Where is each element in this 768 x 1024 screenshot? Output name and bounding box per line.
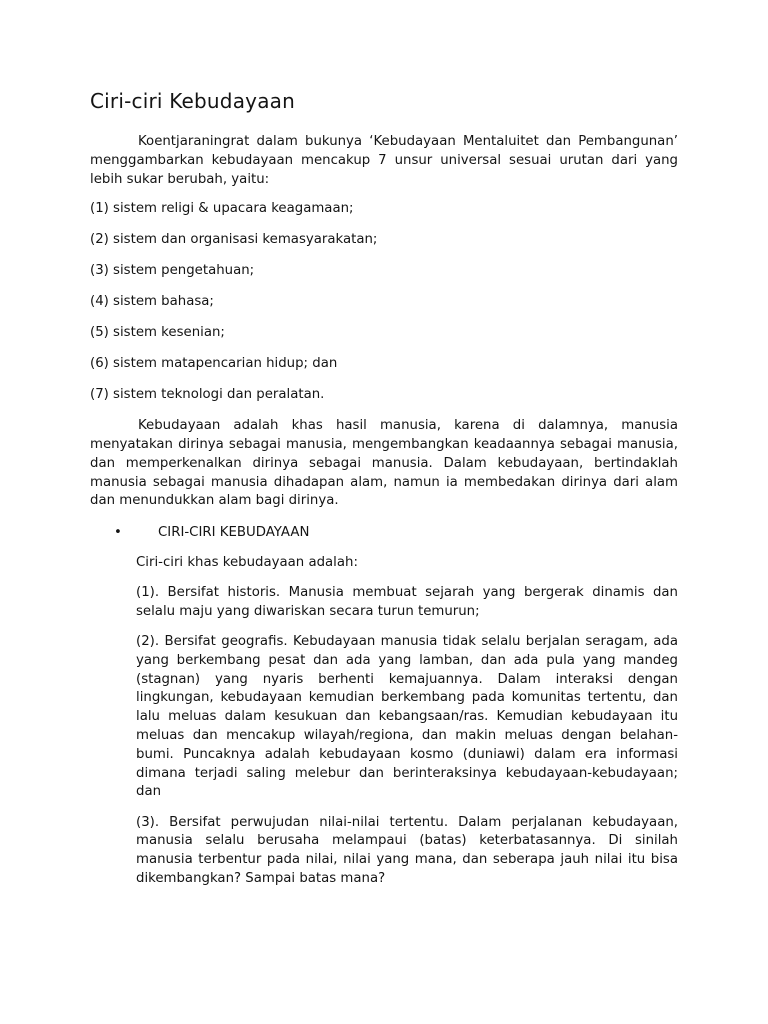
- unsur-list: [90, 200, 678, 405]
- section-intro: Ciri-ciri khas kebudayaan adalah:: [136, 554, 358, 570]
- body-paragraph: Kebudayaan adalah khas hasil manusia, karena di dalamnya, manusia menyatakan dirinya sebagai manusia, mengembangkan keadaannya sebagai manusia, dan memperkenalkan dirinya sebagai manusia. Dalam kebudayaan, bertindaklah manusia sebagai manusia dihadapan alam, namun ia membedakan dirinya dari alam dan menundukkan alam bagi dirinya.: [90, 418, 678, 509]
- list-item: (6) sistem matapencarian hidup; dan: [90, 356, 338, 372]
- ciri-point: (2). Bersifat geografis. Kebudayaan manusia tidak selalu berjalan seragam, ada yang berkembang pesat dan ada yang lamban, dan ada pula yang mandeg (stagnan) yang nyaris berhenti kemajuannya. Dalam interaksi dengan lingkungan, kebudayaan kemudian berkembang pada komunitas tertentu, dan lalu meluas dalam kesukuan dan kebangsaan/ras. Kemudian kebudayaan itu meluas dan mencakup wilayah/regiona, dan makin meluas dengan belahan-bumi. Puncaknya adalah kebudayaan kosmo (duniawi) dalam era informasi dimana terjadi saling melebur dan berinteraksinya kebudayaan-kebudayaan; dan: [136, 633, 678, 800]
- list-item: (7) sistem teknologi dan peralatan.: [90, 387, 325, 403]
- intro-paragraph: Koentjaraningrat dalam bukunya ‘Kebudayaan Mentaluitet dan Pembangunan’ menggambarkan kebudayaan mencakup 7 unsur universal sesuai urutan dari yang lebih sukar berubah, yaitu:: [90, 134, 678, 187]
- ciri-point: (3). Bersifat perwujudan nilai-nilai tertentu. Dalam perjalanan kebudayaan, manusia selalu berusaha melampaui (batas) keterbatasannya. Di sinilah manusia terbentur pada nilai, nilai yang mana, dan seberapa jauh nilai itu bisa dikembangkan? Sampai batas mana?: [136, 814, 678, 887]
- list-item: (1) sistem religi & upacara keagamaan;: [90, 201, 354, 217]
- list-item: (5) sistem kesenian;: [90, 325, 225, 341]
- document-title: Ciri-ciri Kebudayaan: [90, 89, 295, 113]
- list-item: (2) sistem dan organisasi kemasyarakatan;: [90, 232, 378, 248]
- document-page: [90, 86, 678, 889]
- list-item: (4) sistem bahasa;: [90, 294, 214, 310]
- ciri-section: [136, 554, 678, 889]
- bullet-heading-row: [90, 524, 678, 543]
- list-item: (3) sistem pengetahuan;: [90, 263, 255, 279]
- section-heading: CIRI-CIRI KEBUDAYAAN: [158, 525, 310, 541]
- ciri-point: (1). Bersifat historis. Manusia membuat sejarah yang bergerak dinamis dan selalu maju yang diwariskan secara turun temurun;: [136, 584, 678, 619]
- bullet-icon: •: [114, 525, 122, 541]
